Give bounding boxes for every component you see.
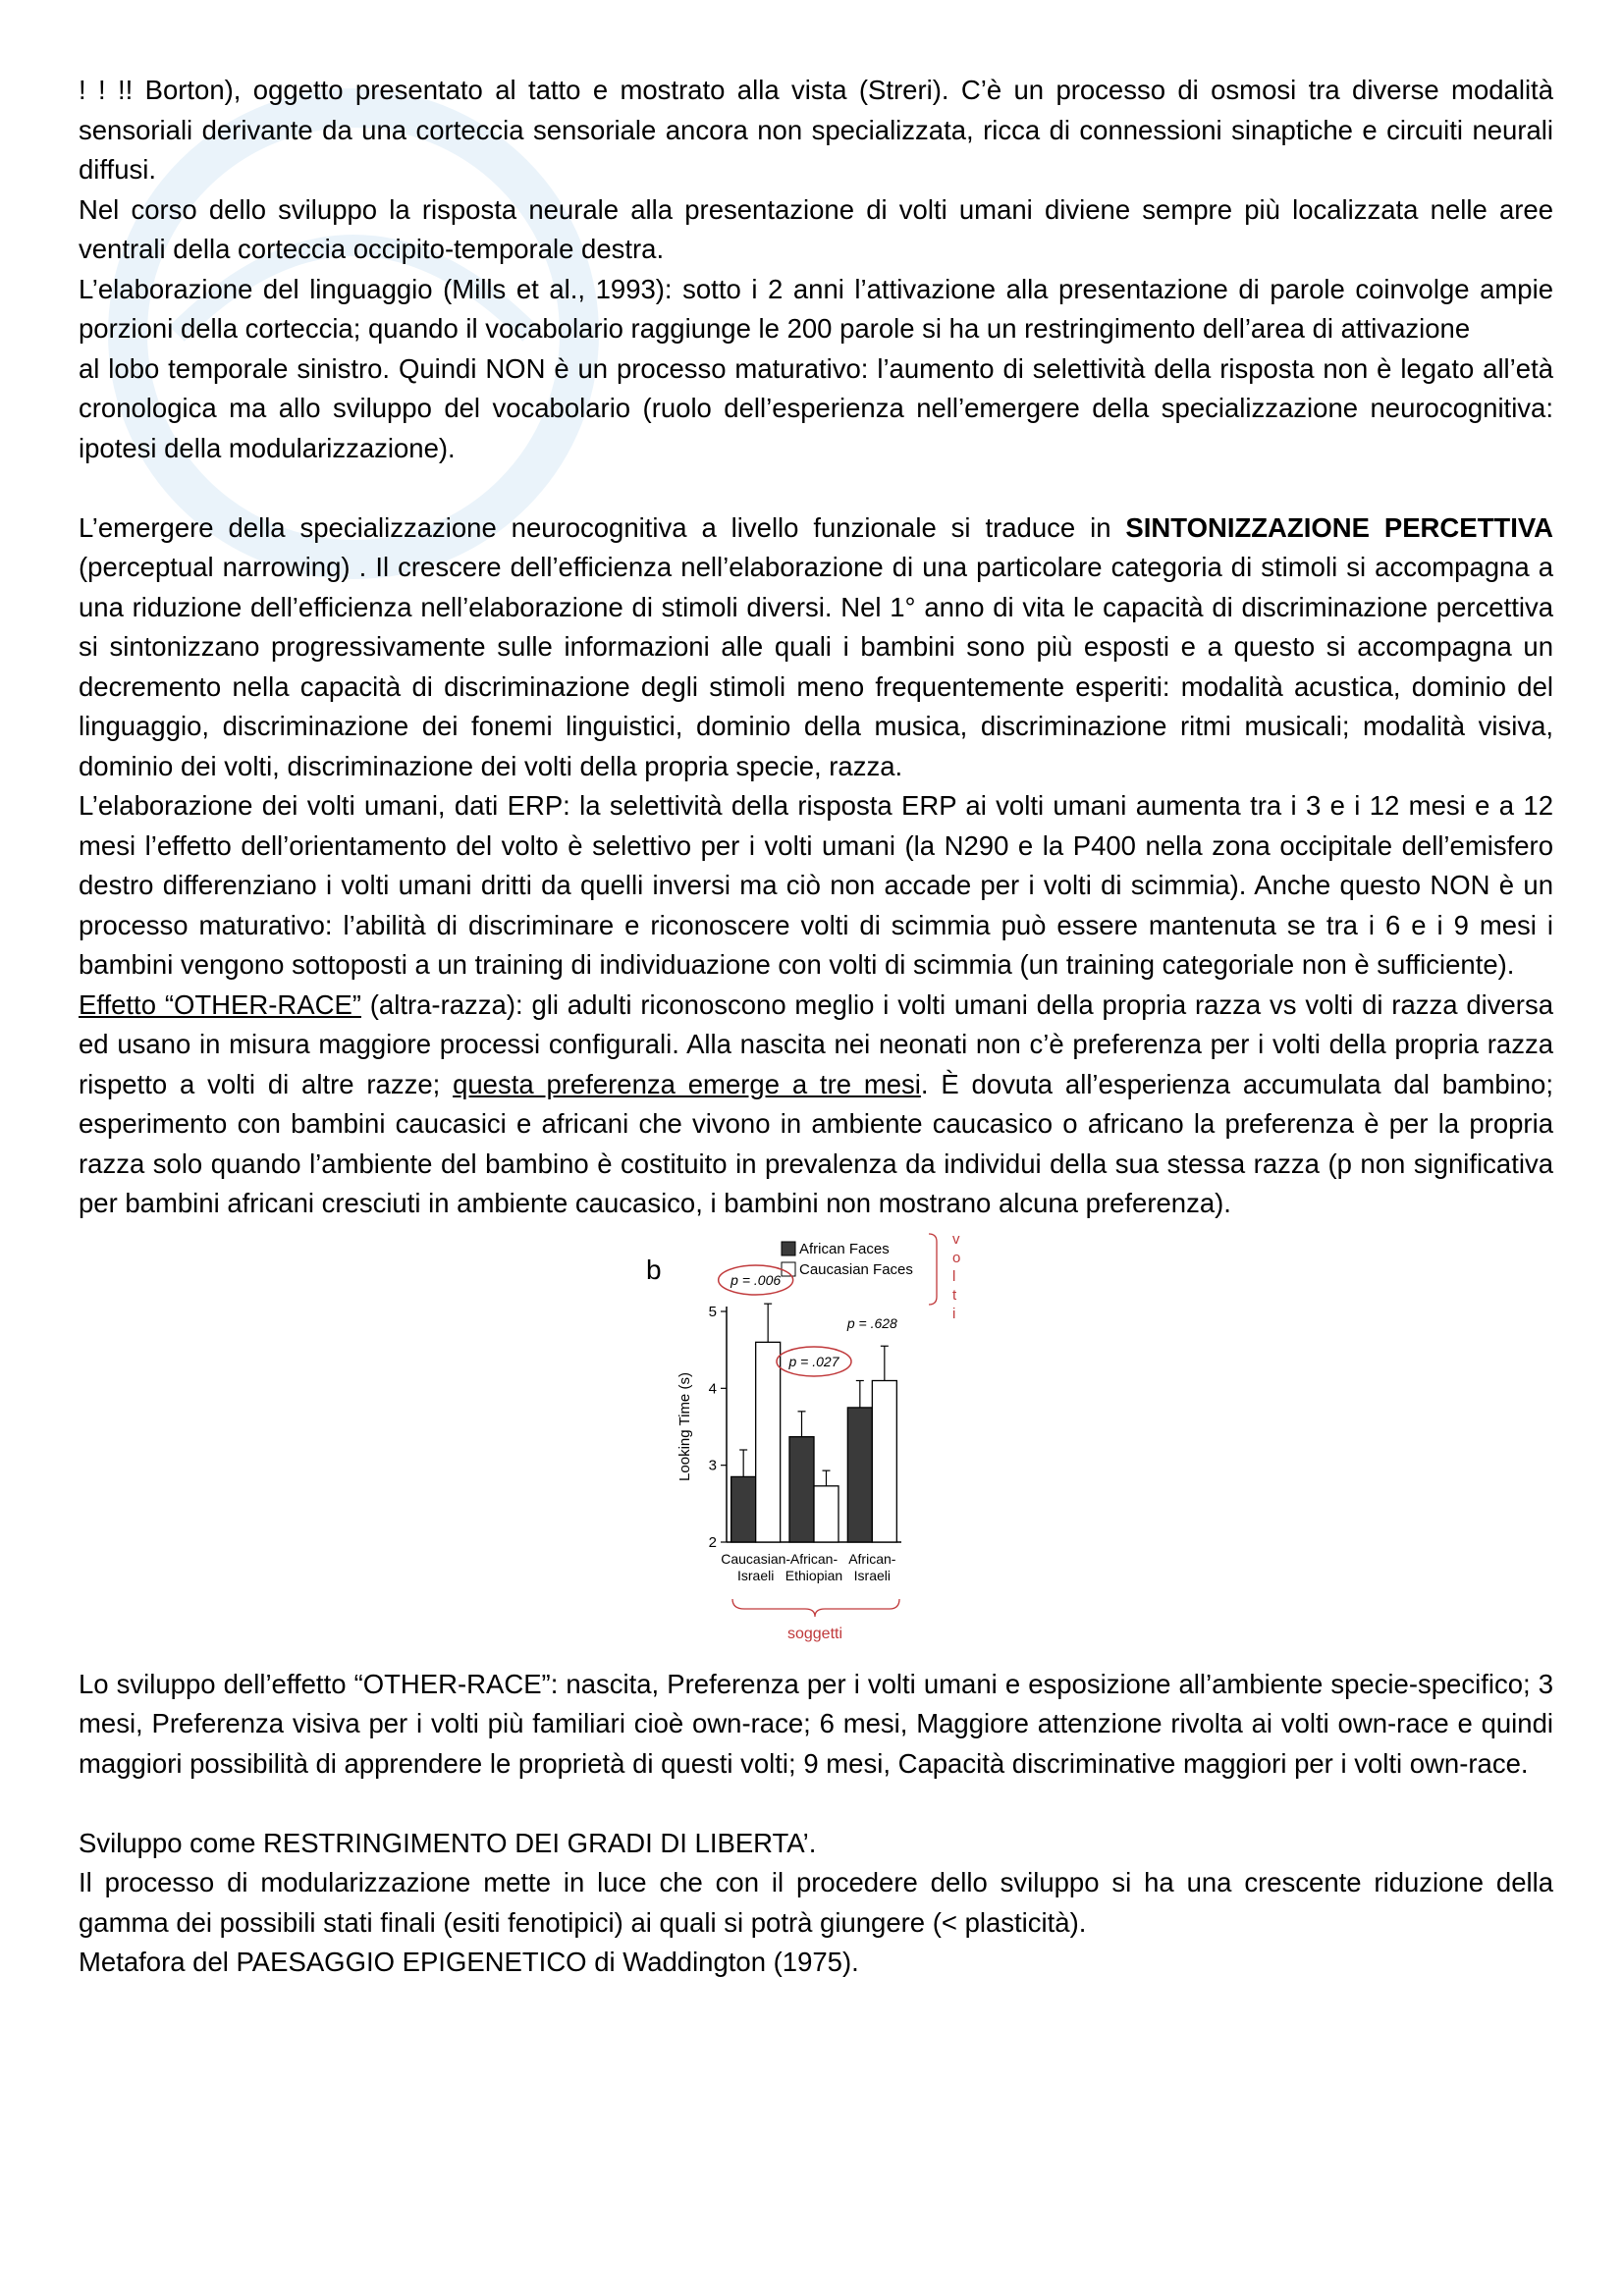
p-value-annotation: p = .006 xyxy=(730,1271,782,1288)
bar-1-1 xyxy=(814,1485,839,1541)
handwritten-side-letter: t xyxy=(952,1286,957,1304)
x-tick-label: African- xyxy=(789,1550,839,1567)
paragraph-10: Il processo di modularizzazione mette in luce che con il procedere dello sviluppo si ha una crescente riduzione della gamma dei possibili stati finali (esiti fenotipici) ai quali si potrà giungere (< plasticità). xyxy=(79,1867,1553,1938)
bar-0-0 xyxy=(731,1476,756,1542)
p-value-annotation: p = .628 xyxy=(846,1314,897,1331)
paragraph-11: Metafora del PAESAGGIO EPIGENETICO di Waddington (1975). xyxy=(79,1947,859,1977)
handwritten-bottom-label: soggetti xyxy=(786,1625,843,1642)
document-page xyxy=(79,71,1553,1983)
panel-label: b xyxy=(646,1254,662,1285)
handwritten-side-letter: l xyxy=(952,1267,956,1285)
paragraph-5: L’emergere della specializzazione neurocognitiva a livello funzionale si traduce in SINTONIZZAZIONE PERCETTIVA (perceptual narrowing) . Il crescere dell’efficienza nell’elaborazione di una particolare categoria di stimoli si accompagna a una riduzione dell’efficienza nell’elaborazione di stimoli diversi. Nel 1° anno di vita le capacità di discriminazione percettiva si sintonizzano progressivamente sulle informazioni alle quali i bambini sono più esposti e a questo si accompagna un decremento nella capacità di discriminazione degli stimoli meno frequentemente esperiti: modalità acustica, dominio del linguaggio, discriminazione dei fonemi linguistici, dominio della musica, discriminazione ritmi musicali; modalità visiva, dominio dei volti, discriminazione dei volti della propria specie, razza. xyxy=(79,511,1554,781)
paragraph-3: L’elaborazione del linguaggio (Mills et al., 1993): sotto i 2 anni l’attivazione alla presentazione di parole coinvolge ampie porzioni della corteccia; quando il vocabolario raggiunge le 200 parole si ha un restringimento dell’area di attivazione xyxy=(79,273,1553,344)
three-months-underline: questa preferenza emerge a tre mesi xyxy=(453,1068,921,1099)
paragraph-7: Effetto “OTHER-RACE” (altra-razza): gli adulti riconoscono meglio i volti umani della propria razza vs volti di razza diversa ed usano in misura maggiore processi configurali. Alla nascita nei neonati non c’è preferenza per i volti della propria razza rispetto a volti di altre razze; questa preferenza emerge a tre mesi. È dovuta all’esperienza accumulata dal bambino; esperimento con bambini caucasici e africani che vivono in ambiente caucasico o africano la preferenza è per la propria razza solo quando l’ambiente del bambino è costituito in prevalenza da individui della sua stessa razza (p non significativa per bambini africani cresciuti in ambiente caucasico, i bambini non mostrano alcuna preferenza). xyxy=(79,988,1554,1218)
paragraph-8: Lo sviluppo dell’effetto “OTHER-RACE”: nascita, Preferenza per i volti umani e esposizione all’ambiente specie-specifico; 3 mesi, Preferenza visiva per i volti più familiari cioè own-race; 6 mesi, Maggiore attenzione rivolta ai volti own-race e quindi maggiori possibilità di apprendere le proprietà di questi volti; 9 mesi, Capacità discriminative maggiori per i volti own-race. xyxy=(79,1668,1553,1779)
x-tick-label: Israeli xyxy=(736,1567,775,1583)
handwritten-side-letter: v xyxy=(952,1230,960,1248)
figure-container xyxy=(79,1228,1553,1665)
handwritten-side-letter: o xyxy=(952,1249,961,1266)
side-bracket xyxy=(929,1234,937,1305)
x-tick-label: Israeli xyxy=(853,1567,892,1583)
sintonizzazione-term: SINTONIZZAZIONE PERCETTIVA xyxy=(1125,511,1554,543)
x-tick-label: Caucasian- xyxy=(721,1550,791,1567)
bar-0-1 xyxy=(756,1342,781,1542)
paragraph-2: Nel corso dello sviluppo la risposta neurale alla presentazione di volti umani diviene sempre più localizzata nelle aree ventrali della corteccia occipito-temporale destra. xyxy=(79,193,1553,264)
bar-chart xyxy=(636,1228,1000,1665)
paragraph-1: ! ! !! Borton), oggetto presentato al tatto e mostrato alla vista (Streri). C’è un processo di osmosi tra diverse modalità sensoriali derivante da una corteccia sensoriale ancora non specializzata, ricca di connessioni sinaptiche e circuiti neurali diffusi. xyxy=(79,75,1553,185)
legend-label-1: Caucasian Faces xyxy=(799,1260,913,1278)
y-axis-label: Looking Time (s) xyxy=(676,1371,693,1481)
paragraph-4: al lobo temporale sinistro. Quindi NON è un processo maturativo: l’aumento di selettività della risposta non è legato all’età cronologica ma allo sviluppo del vocabolario (ruolo dell’esperienza nell’emergere della specializzazione neurocognitiva: ipotesi della modularizzazione). xyxy=(79,352,1553,463)
x-tick-label: African- xyxy=(848,1550,896,1567)
y-tick-label: 4 xyxy=(708,1379,717,1397)
bar-2-1 xyxy=(872,1380,896,1542)
bar-1-0 xyxy=(789,1436,814,1541)
bar-2-0 xyxy=(847,1407,872,1541)
y-tick-label: 5 xyxy=(708,1303,717,1320)
p-value-annotation: p = .027 xyxy=(788,1353,839,1369)
paragraph-9: Sviluppo come RESTRINGIMENTO DEI GRADI DI LIBERTA’. xyxy=(79,1827,817,1858)
x-tick-label: Ethiopian xyxy=(784,1567,843,1583)
legend-swatch-0 xyxy=(782,1242,795,1255)
legend-swatch-1 xyxy=(782,1262,795,1276)
bottom-bracket xyxy=(732,1599,899,1617)
other-race-heading: Effetto “OTHER-RACE” xyxy=(79,988,361,1020)
legend-label-0: African Faces xyxy=(799,1240,890,1257)
paragraph-6: L’elaborazione dei volti umani, dati ERP: la selettività della risposta ERP ai volti umani aumenta tra i 3 e i 12 mesi e a 12 mesi l’effetto dell’orientamento del volto è selettivo per i volti umani (la N290 e la P400 nella zona occipitale dell’emisfero destro differenziano i volti umani dritti da quelli inversi ma ciò non accade per i volti di scimmia). Anche questo NON è un processo maturativo: l’abilità di discriminare e riconoscere volti di scimmia può essere mantenuta se tra i 6 e i 9 mesi i bambini vengono sottoposti a un training di individuazione con volti di scimmia (un training categoriale non è sufficiente). xyxy=(79,790,1553,980)
handwritten-side-letter: i xyxy=(952,1305,956,1322)
y-tick-label: 3 xyxy=(708,1457,717,1474)
y-tick-label: 2 xyxy=(708,1533,717,1551)
